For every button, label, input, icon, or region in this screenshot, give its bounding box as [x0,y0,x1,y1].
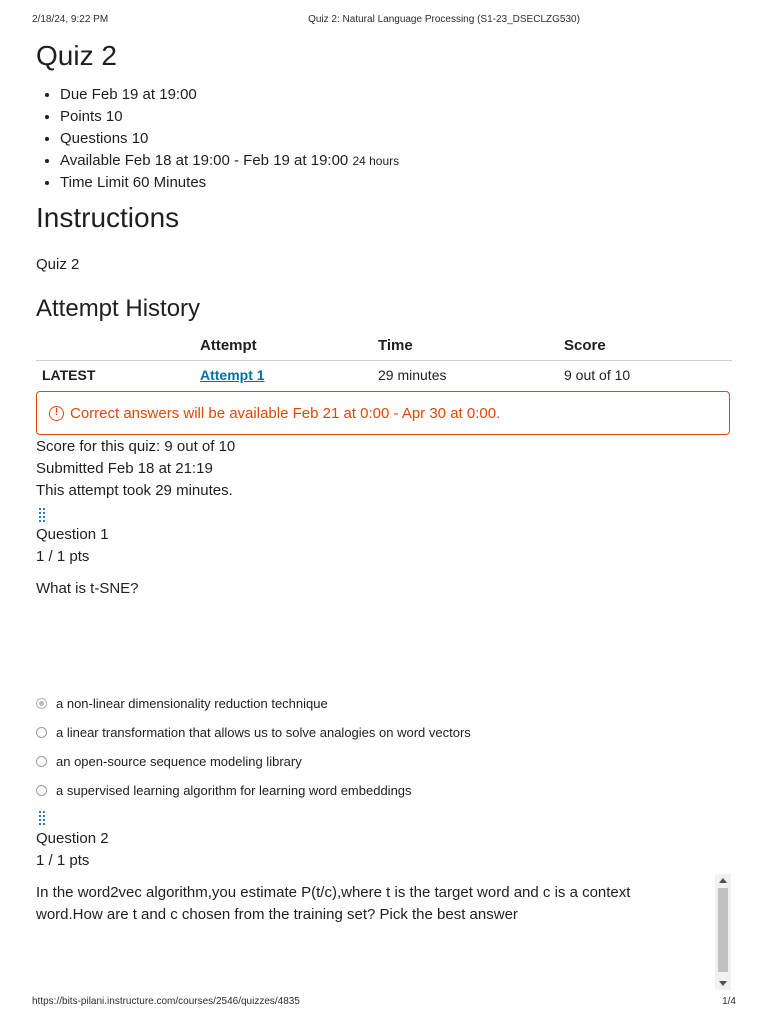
drag-handle-icon[interactable] [38,507,48,523]
score-cell: 9 out of 10 [564,367,631,383]
quiz-details-list [36,84,399,194]
answer-text: a supervised learning algorithm for learning word embeddings [56,782,412,798]
drag-handle-icon[interactable] [38,810,48,826]
print-footer [0,996,768,1010]
detail-available-duration: 24 hours [352,154,400,168]
radio-icon[interactable] [36,785,47,796]
time-cell: 29 minutes [378,367,447,383]
radio-icon[interactable] [36,756,47,767]
attempt-cell [194,361,372,390]
question-2-scrollbar[interactable] [715,874,731,990]
page-title: Quiz 2 [36,40,117,71]
detail-points: • Points 10 [60,106,399,128]
attempt-history-table [36,330,732,389]
attempt-1-link[interactable]: Attempt 1 [200,367,265,383]
column-header-time: Time [372,330,558,361]
question-1-label: Question 1 [36,526,109,543]
question-2-points: 1 / 1 pts [36,852,90,869]
print-page-title: Quiz 2: Natural Language Processing (S1-23_DSECLZG530) [308,14,580,25]
instructions-heading: Instructions [36,202,180,233]
print-datetime: 2/18/24, 9:22 PM [32,14,109,25]
print-page-number: 1/4 [722,996,736,1007]
table-row [36,361,732,390]
attempt-history-heading: Attempt History [36,295,201,322]
radio-selected-icon[interactable] [36,698,47,709]
question-1-text: What is t-SNE? [36,580,139,597]
question-1-answer-2[interactable] [36,722,471,742]
detail-available: • Available Feb 18 at 19:00 - Feb 19 at 19:00 24 hours [60,150,399,172]
scrollbar-thumb[interactable] [718,888,728,972]
duration-text: This attempt took 29 minutes. [36,482,233,499]
question-2-text: In the word2vec algorithm,you estimate P(t/c),where t is the target word and c is a context word.How are t and c chosen from the training set? Pick the best answer [36,884,631,923]
column-header-attempt: Attempt [194,330,372,361]
question-1-answer-1[interactable] [36,693,328,713]
column-header-blank [36,330,194,361]
question-2-label: Question 2 [36,830,109,847]
answer-text: a linear transformation that allows us to solve analogies on word vectors [56,724,471,740]
scroll-down-arrow-icon[interactable] [719,981,727,986]
question-1-answer-3[interactable] [36,751,302,771]
answer-text: an open-source sequence modeling library [56,753,302,769]
table-header-row [36,330,732,361]
latest-label: LATEST [42,367,96,383]
answer-text: a non-linear dimensionality reduction technique [56,695,328,711]
detail-due: • Due Feb 19 at 19:00 [60,84,399,106]
detail-time-limit: • Time Limit 60 Minutes [60,172,399,194]
attempt-summary [36,436,235,502]
warning-icon: ! [49,406,64,421]
question-1-answer-4[interactable] [36,780,412,800]
scroll-up-arrow-icon[interactable] [719,878,727,883]
correct-answers-alert [36,391,730,435]
column-header-score: Score [558,330,732,361]
submitted-text: Submitted Feb 18 at 21:19 [36,460,213,477]
detail-questions: • Questions 10 [60,128,399,150]
quiz-score-text: Score for this quiz: 9 out of 10 [36,438,236,455]
radio-icon[interactable] [36,727,47,738]
instructions-text: Quiz 2 [36,256,80,273]
print-url: https://bits-pilani.instructure.com/courses/2546/quizzes/4835 [32,996,300,1007]
question-1-points: 1 / 1 pts [36,548,90,565]
alert-text: Correct answers will be available Feb 21 at 0:00 - Apr 30 at 0:00. [70,404,501,422]
print-header [0,14,768,28]
